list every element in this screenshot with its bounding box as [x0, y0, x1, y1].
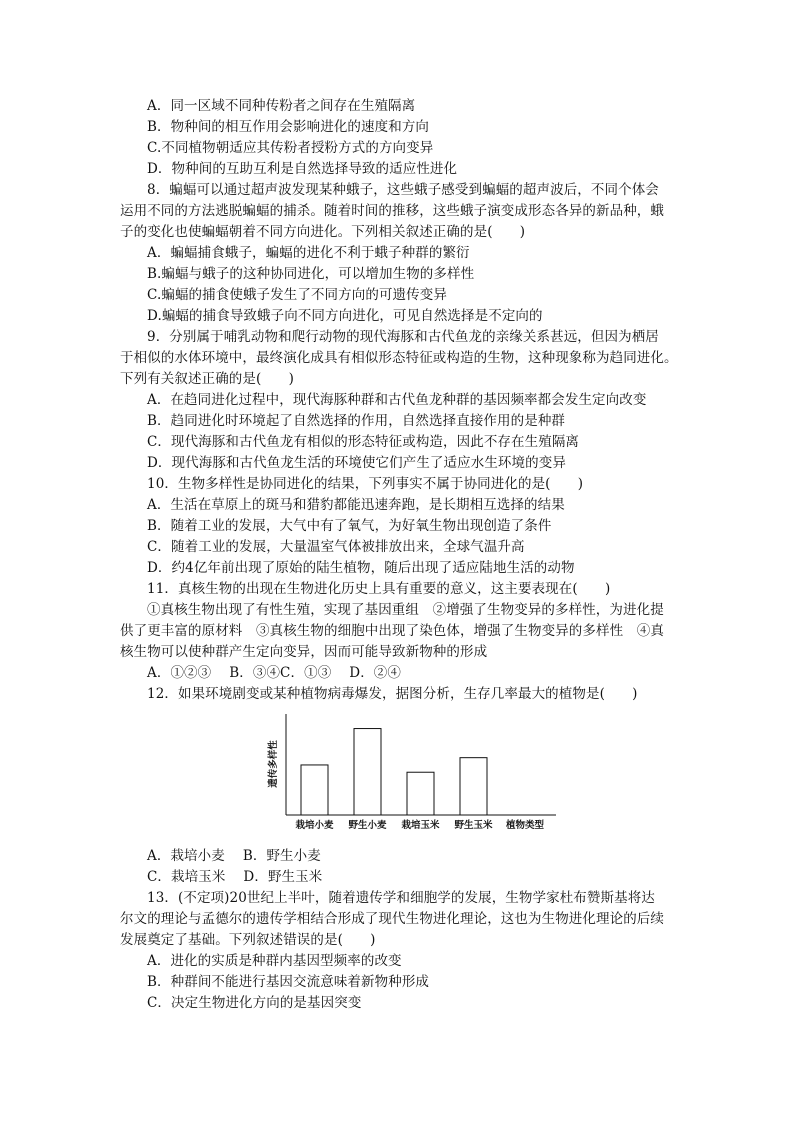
q11-statements-line3: 核生物可以使种群产生定向变异，因而可能导致新物种的形成 [120, 644, 488, 660]
q9-option-a: A．在趋同进化过程中，现代海豚种群和古代鱼龙种群的基因频率都会发生定向改变 [147, 392, 647, 408]
q9-option-c: C．现代海豚和古代鱼龙有相似的形态特征或构造，因此不存在生殖隔离 [147, 434, 580, 450]
q11-options: A．①②③ B．③④C．①③ D．②④ [147, 665, 402, 681]
bar-4 [460, 758, 487, 815]
x-tick-label: 野生小麦 [348, 820, 387, 831]
q10-option-a: A．生活在草原上的斑马和猎豹都能迅速奔跑，是长期相互选择的结果 [147, 497, 565, 513]
q8-stem-line2: 运用不同的方法逃脱蝙蝠的捕杀。随着时间的推移，这些蛾子演变成形态各异的新品种，蛾 [120, 203, 664, 219]
q8-option-c: C.蝙蝠的捕食使蛾子发生了不同方向的可遗传变异 [147, 287, 447, 303]
q8-option-a: A．蝙蝠捕食蛾子，蝙蝠的进化不利于蛾子种群的繁衍 [147, 245, 470, 261]
q10-stem: 10．生物多样性是协同进化的结果，下列事实不属于协同进化的是( ) [147, 476, 584, 492]
q7-option-c: C.不同植物朝适应其传粉者授粉方式的方向变异 [147, 140, 434, 156]
q9-stem-line1: 9．分别属于哺乳动物和爬行动物的现代海豚和古代鱼龙的亲缘关系甚远，但因为栖居 [147, 329, 659, 345]
y-axis-label: 遗传多样性 [268, 740, 279, 788]
bar-2 [354, 729, 381, 815]
q12-stem: 12．如果环境剧变或某种植物病毒爆发，据图分析，生存几率最大的植物是( ) [147, 686, 638, 702]
q9-option-d: D．现代海豚和古代鱼龙生活的环境使它们产生了适应水生环境的变异 [147, 455, 566, 471]
q11-stem: 11．真核生物的出现在生物进化历史上具有重要的意义，这主要表现在( ) [147, 581, 611, 597]
q10-option-d: D．约4亿年前出现了原始的陆生植物，随后出现了适应陆地生活的动物 [147, 560, 575, 576]
x-tick-label: 栽培小麦 [295, 820, 334, 831]
q9-stem-line2: 于相似的水体环境中，最终演化成具有相似形态特征或构造的生物，这种现象称为趋同进化。 [120, 350, 678, 366]
q8-option-b: B.蝙蝠与蛾子的这种协同进化，可以增加生物的多样性 [147, 266, 475, 282]
q7-option-d: D．物种间的互助互利是自然选择导致的适应性进化 [147, 161, 458, 177]
x-axis-label: 植物类型 [505, 820, 545, 831]
q13-stem-line1: 13．(不定项)20世纪上半叶，随着遗传学和细胞学的发展，生物学家杜布赞斯基将达 [147, 890, 655, 906]
q12-options-cd: C．栽培玉米 D．野生玉米 [147, 869, 323, 885]
q7-option-a: A．同一区域不同种传粉者之间存在生殖隔离 [147, 98, 416, 114]
genetic-diversity-bar-chart [262, 712, 562, 840]
q8-option-d: D.蝙蝠的捕食导致蛾子向不同方向进化，可见自然选择是不定向的 [147, 308, 543, 324]
q10-option-c: C．随着工业的发展，大量温室气体被排放出来，全球气温升高 [147, 539, 525, 555]
x-tick-label: 野生玉米 [454, 820, 493, 831]
q13-option-a: A．进化的实质是种群内基因型频率的改变 [147, 953, 402, 969]
q13-option-b: B．种群间不能进行基因交流意味着新物种形成 [147, 974, 430, 990]
q13-stem-line2: 尔文的理论与孟德尔的遗传学相结合形成了现代生物进化理论，这也为生物进化理论的后续 [120, 911, 664, 927]
q8-stem-line1: 8．蝙蝠可以通过超声波发现某种蛾子，这些蛾子感受到蝙蝠的超声波后，不同个体会 [147, 182, 659, 198]
q13-stem-line3: 发展奠定了基础。下列叙述错误的是( ) [120, 932, 376, 948]
q11-statements-line2: 供了更丰富的原材料 ③真核生物的细胞中出现了染色体，增强了生物变异的多样性 ④真 [120, 623, 664, 639]
bar-3 [407, 772, 434, 815]
q7-option-b: B．物种间的相互作用会影响进化的速度和方向 [147, 119, 430, 135]
q13-option-c: C．决定生物进化方向的是基因突变 [147, 995, 362, 1011]
q8-stem-line3: 子的变化也使蝙蝠朝着不同方向进化。下列相关叙述正确的是( ) [120, 224, 526, 240]
q9-stem-line3: 下列有关叙述正确的是( ) [120, 371, 294, 387]
q9-option-b: B．趋同进化时环境起了自然选择的作用，自然选择直接作用的是种群 [147, 413, 566, 429]
bar-1 [301, 765, 328, 815]
x-tick-label: 栽培玉米 [401, 820, 440, 831]
q11-statements-line1: ①真核生物出现了有性生殖，实现了基因重组 ②增强了生物变异的多样性，为进化提 [147, 602, 664, 618]
q10-option-b: B．随着工业的发展，大气中有了氧气，为好氧生物出现创造了条件 [147, 518, 552, 534]
q12-options-ab: A．栽培小麦 B．野生小麦 [147, 848, 321, 864]
